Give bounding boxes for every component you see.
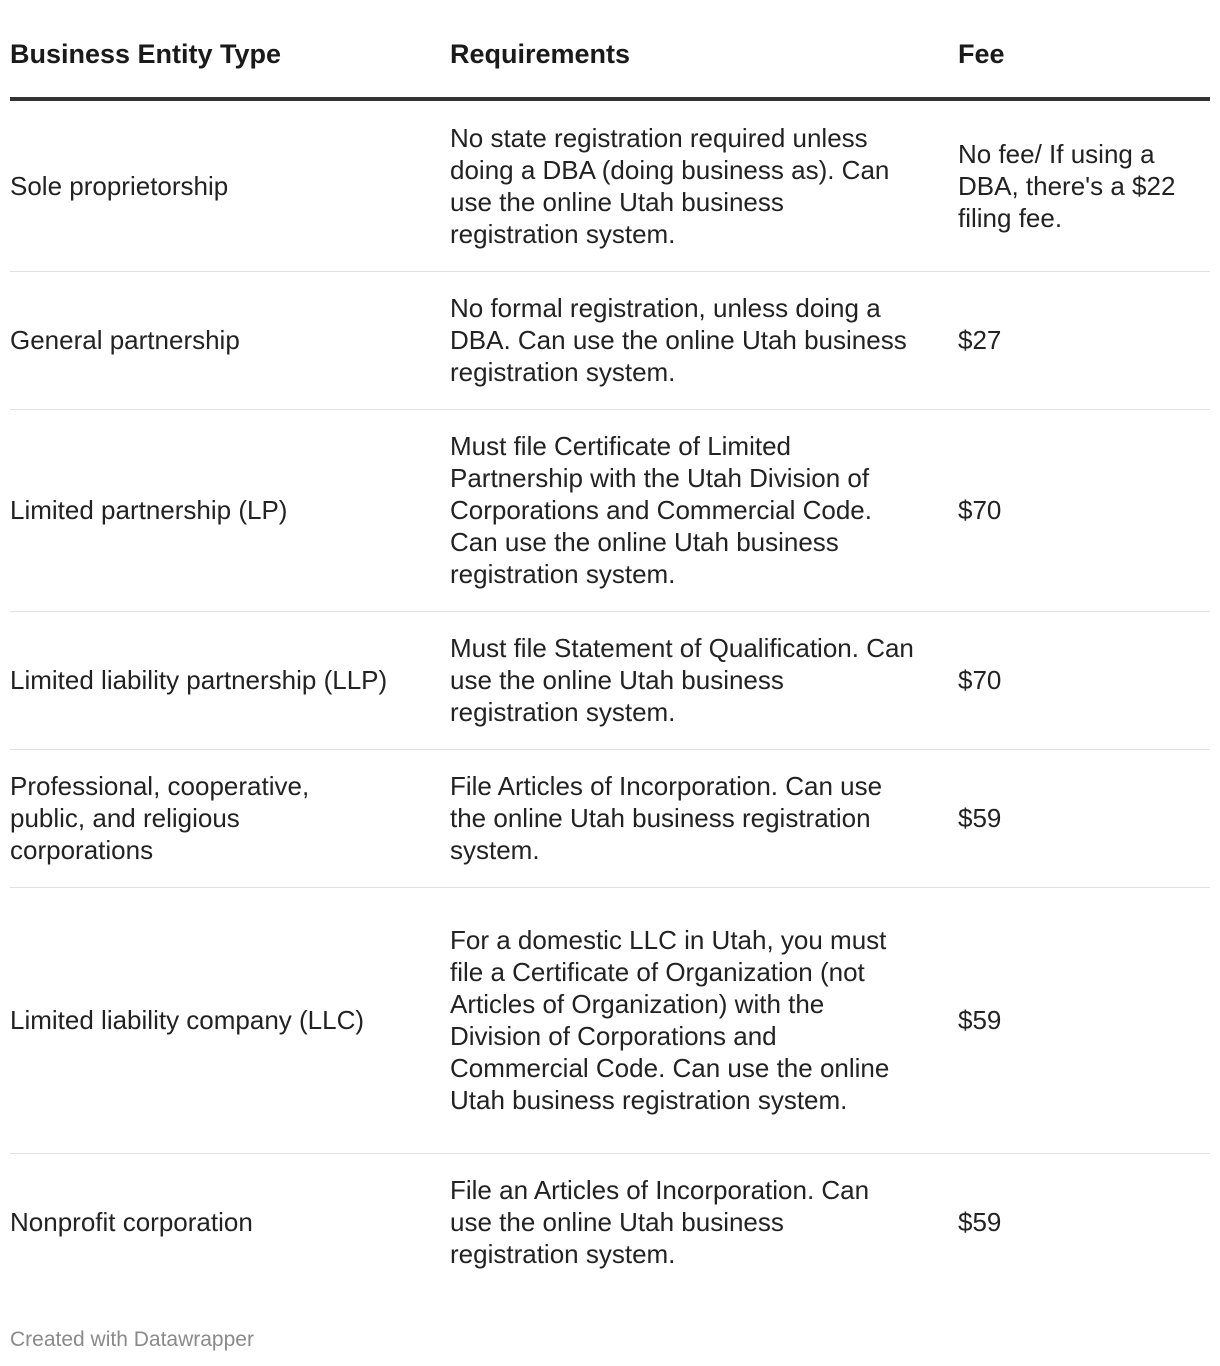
entity-cell: Sole proprietorship (10, 99, 450, 271)
entity-cell: Limited liability partnership (LLP) (10, 611, 450, 749)
requirements-cell: No formal registration, unless doing a DBA. Can use the online Utah business registration system. (450, 271, 958, 409)
column-header-fee[interactable]: Fee (958, 0, 1210, 99)
fee-cell: $27 (958, 271, 1210, 409)
requirements-cell: Must file Statement of Qualification. Can use the online Utah business registration system. (450, 611, 958, 749)
entity-cell: General partnership (10, 271, 450, 409)
entity-cell: Nonprofit corporation (10, 1207, 253, 1238)
table-row (10, 611, 1210, 749)
column-header-entity-type[interactable]: Business Entity Type (10, 0, 450, 99)
fee-cell: $70 (958, 611, 1210, 749)
datawrapper-credit: Created with Datawrapper (10, 1328, 254, 1351)
entity-cell: Limited liability company (LLC) (10, 887, 450, 1153)
fee-cell: $59 (958, 749, 1210, 887)
requirements-cell: Must file Certificate of Limited Partnership with the Utah Division of Corporations and Commercial Code. Can use the online Utah business registration system. (450, 409, 958, 611)
fee-cell: $70 (958, 409, 1210, 611)
table-row (10, 271, 1210, 409)
requirements-cell: No state registration required unless doing a DBA (doing business as). Can use the online Utah business registration system. (450, 99, 958, 271)
table-body (10, 99, 1210, 1291)
requirements-cell: File an Articles of Incorporation. Can use the online Utah business registration system. (450, 1175, 870, 1270)
table-row (10, 887, 1210, 1153)
table-row (10, 409, 1210, 611)
data-table-container (10, 0, 1210, 1291)
table-row (10, 99, 1210, 271)
requirements-cell: File Articles of Incorporation. Can use the online Utah business registration system. (450, 749, 958, 887)
column-header-requirements[interactable]: Requirements (450, 0, 958, 99)
table-row (10, 1153, 1210, 1291)
fee-cell: $59 (958, 1207, 1002, 1238)
business-entity-table (10, 0, 1210, 1291)
fee-cell: $59 (958, 887, 1210, 1153)
entity-cell: Professional, cooperative, public, and religious corporations (10, 749, 450, 887)
table-header (10, 0, 1210, 99)
requirements-cell: For a domestic LLC in Utah, you must file a Certificate of Organization (not Articles of Organization) with the Division of Corporations and Commercial Code. Can use the online Utah business registration system. (450, 887, 958, 1153)
table-row (10, 749, 1210, 887)
fee-cell: No fee/ If using a DBA, there's a $22 filing fee. (958, 99, 1210, 271)
entity-cell: Limited partnership (LP) (10, 409, 450, 611)
header-row (10, 0, 1210, 99)
